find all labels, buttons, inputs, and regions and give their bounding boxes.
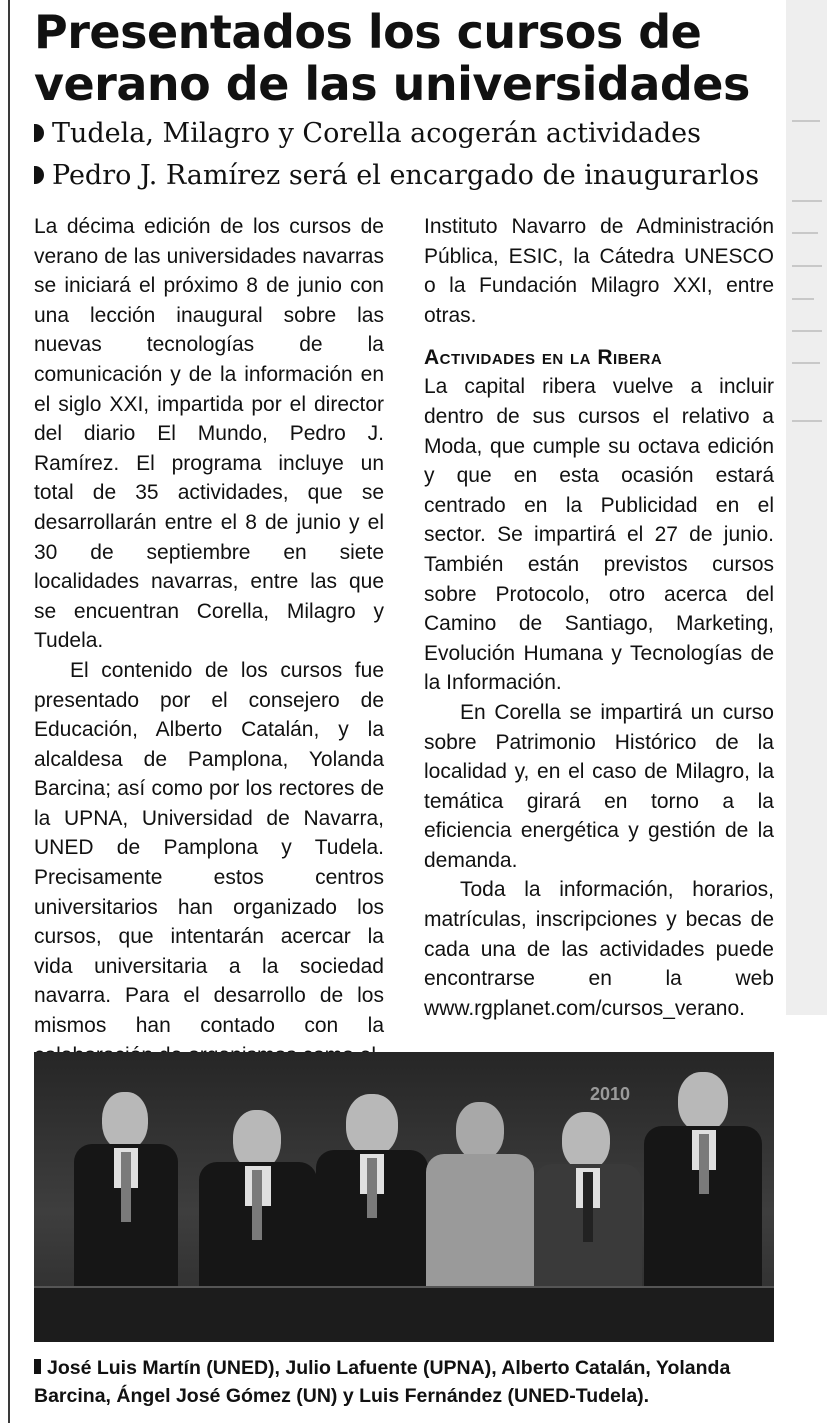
subhead-text: Pedro J. Ramírez será el encargado de inaugurarlos — [52, 160, 760, 191]
photo-caption — [34, 1354, 774, 1410]
headline: Presentados los cursos de verano de las universidades — [34, 5, 750, 111]
body-paragraph: En Corella se impartirá un curso sobre Patrimonio Histórico de la localidad y, en el caso de Milagro, la temática girará en torno a la eficiencia energética y gestión de la demanda. — [424, 700, 774, 872]
presentation-table — [34, 1286, 774, 1342]
press-photo — [34, 1052, 774, 1342]
page-left-rule — [8, 0, 10, 1423]
bullet-icon — [34, 166, 44, 184]
article-column-left — [34, 212, 384, 1070]
adjacent-page-edge — [786, 0, 827, 1015]
article-column-right — [424, 212, 774, 1023]
subhead-1 — [34, 118, 784, 150]
body-paragraph: Instituto Navarro de Administración Pública, ESIC, la Cátedra UNESCO o la Fundación Milagro XXI, entre otras. — [424, 215, 774, 327]
body-paragraph: La décima edición de los cursos de verano de las universidades navarras se iniciará el próximo 8 de junio con una lección inaugural sobre las nuevas tecnologías de la comunicación y de la información en el siglo XXI, impartida por el director del diario El Mundo, Pedro J. Ramírez. El programa incluye un total de 35 actividades, que se desarrollarán entre el 8 de junio y el 30 de septiembre en siete localidades navarras, entre las que se encuentran Corella, Milagro y Tudela. — [34, 215, 384, 653]
caption-text: José Luis Martín (UNED), Julio Lafuente (UPNA), Alberto Catalán, Yolanda Barcina, Ángel José Gómez (UN) y Luis Fernández (UNED-Tudela). — [34, 1357, 731, 1407]
body-paragraph: La capital ribera vuelve a incluir dentro de sus cursos el relativo a Moda, que cumple su octava edición y que en esta ocasión estará centrado en la Publicidad en el sector. Se impartirá el 27 de junio. También están previstos cursos sobre Protocolo, otro acerca del Camino de Santiago, Marketing, Evolución Humana y Tecnologías de la Información. — [424, 375, 774, 695]
caption-marker-icon — [34, 1359, 41, 1374]
body-paragraph: El contenido de los cursos fue presentado por el consejero de Educación, Alberto Catalán, y la alcaldesa de Pamplona, Yolanda Barcina; así como por los rectores de la UPNA, Universidad de Navarra, UNED de Pamplona y Tudela. Precisamente estos centros universitarios han organizado los cursos, que intentarán acercar la vida universitaria a la sociedad navarra. Para el desarrollo de los mismos han contado con la — [34, 658, 384, 1038]
backdrop-year: 2010 — [590, 1084, 631, 1104]
subhead-2 — [34, 160, 784, 192]
bullet-icon — [34, 124, 44, 142]
subhead-text: Tudela, Milagro y Corella acogerán actividades — [52, 118, 701, 149]
section-heading: Actividades en la Ribera — [424, 346, 663, 370]
body-paragraph: Toda la información, horarios, matrículas, inscripciones y becas de cada una de las actividades puede encontrarse en la web www.rgplanet.com/cursos_verano. — [424, 878, 774, 1020]
